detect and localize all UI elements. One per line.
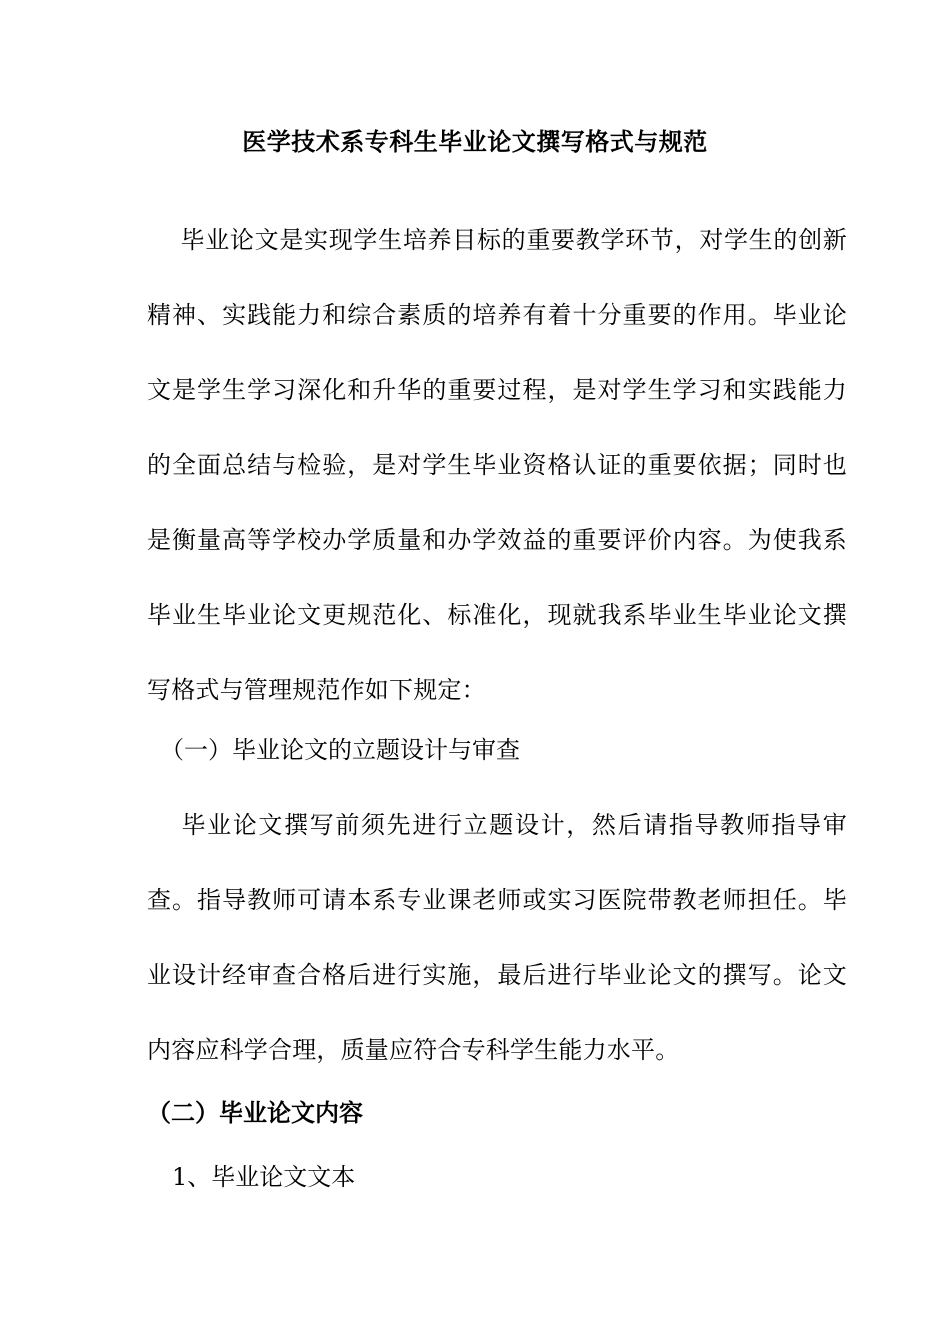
intro-paragraph [147,203,847,728]
section-2-heading: （二）毕业论文内容 [147,1099,363,1127]
section-1-heading: （一）毕业论文的立题设计与审查 [160,736,520,764]
intro-paragraph-text: 毕业论文是实现学生培养目标的重要教学环节，对学生的创新精神、实践能力和综合素质的培养有着十分重要的作用。毕业论文是学生学习深化和升华的重要过程，是对学生学习和实践能力的全面总结与检验，是对学生毕业资格认证的重要依据；同时也是衡量高等学校办学质量和办学效益的重要评价内容。为使我系毕业生毕业论文更规范化、标准化，现就我系毕业生毕业论文撰写格式与管理规范作如下规定： [147,226,847,704]
document-title: 医学技术系专科生毕业论文撰写格式与规范 [242,128,708,156]
subsection-1-heading: 1、毕业论文文本 [172,1163,356,1191]
section-1-paragraph [147,788,847,1088]
section-1-paragraph-text: 毕业论文撰写前须先进行立题设计，然后请指导教师指导审查。指导教师可请本系专业课老师或实习医院带教老师担任。毕业设计经审查合格后进行实施，最后进行毕业论文的撰写。论文内容应科学合理，质量应符合专科学生能力水平。 [147,811,847,1064]
